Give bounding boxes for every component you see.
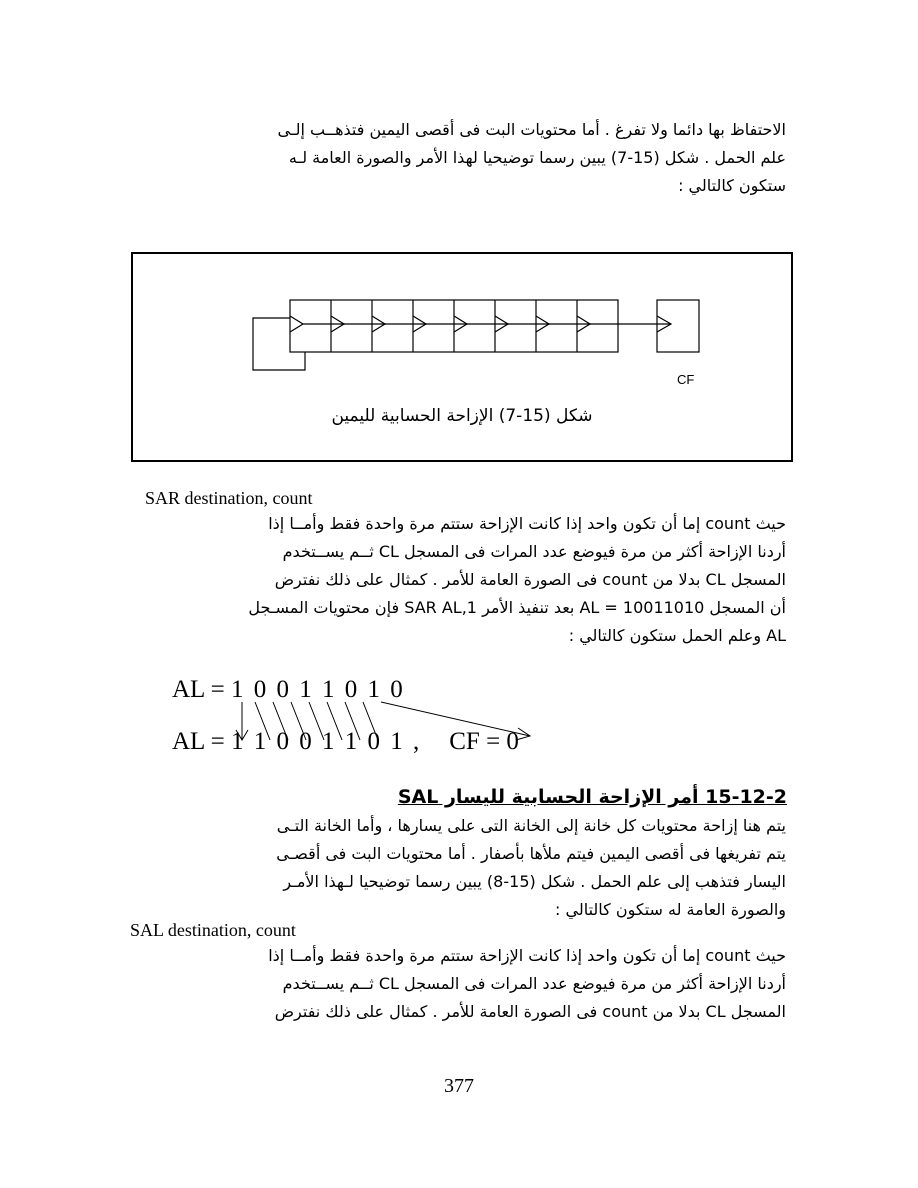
- bit: 1: [299, 676, 314, 703]
- sal-syntax: SAL destination, count: [130, 920, 296, 940]
- bit: 1: [367, 676, 382, 703]
- cf-result: CF = 0: [449, 728, 519, 755]
- text-line: علم الحمل . شكل (15-7) يبين رسما توضيحيا لهذا الأمر والصورة العامة لـه: [288, 148, 786, 167]
- text-line: أردنا الإزاحة أكثر من مرة فيوضع عدد المرات فى المسجل CL ثــم يســتخدم: [282, 542, 786, 561]
- bit: 0: [367, 728, 382, 755]
- text-line: أردنا الإزاحة أكثر من مرة فيوضع عدد المرات فى المسجل CL ثــم يســتخدم: [282, 974, 786, 993]
- text-line: اليسار فتذهب إلى علم الحمل . شكل (15-8) يبين رسما توضيحيا لـهذا الأمـر: [283, 872, 786, 891]
- sar-paragraph: [130, 510, 786, 650]
- bit: 0: [390, 676, 405, 703]
- section-heading: 15-12-2 أمر الإزاحة الحسابية لليسار SAL: [397, 786, 787, 808]
- al-after-label: AL =: [172, 728, 225, 755]
- text-line: والصورة العامة له ستكون كالتالي :: [555, 900, 786, 919]
- bit: 1: [253, 728, 269, 755]
- text-line: أن المسجل AL = 10011010 بعد تنفيذ الأمر SAR AL,1 فإن محتويات المسـجل: [248, 598, 786, 617]
- sal-paragraph: [130, 942, 786, 1026]
- intro-paragraph: [130, 116, 786, 200]
- al-after: AL = 1 1 0 0 1 1 0 1 , CF = 0: [172, 728, 519, 755]
- text-line: يتم تفريغها فى أقصى اليمين فيتم ملأها بأصفار . أما محتويات البت فى أقصـى: [276, 844, 786, 863]
- bit: 0: [253, 676, 269, 703]
- text-line: حيث count إما أن تكون واحد إذا كانت الإزاحة ستتم مرة واحدة فقط وأمــا إذا: [268, 514, 786, 533]
- bit: 0: [276, 676, 291, 703]
- text-line: الاحتفاظ بها دائما ولا تفرغ . أما محتويات البت فى أقصى اليمين فتذهــب إلـى: [277, 120, 786, 139]
- bit: 0: [344, 676, 360, 703]
- bit: 1: [322, 728, 337, 755]
- text-line: المسجل CL بدلا من count فى الصورة العامة للأمر . كمثال على ذلك نفترض: [274, 1002, 786, 1021]
- bit: 1: [390, 728, 405, 755]
- text-line: ستكون كالتالي :: [678, 176, 786, 195]
- bit: 1: [231, 676, 246, 703]
- text-line: المسجل CL بدلا من count فى الصورة العامة للأمر . كمثال على ذلك نفترض: [274, 570, 786, 589]
- text-line: حيث count إما أن تكون واحد إذا كانت الإزاحة ستتم مرة واحدة فقط وأمــا إذا: [268, 946, 786, 965]
- text-line: يتم هنا إزاحة محتويات كل خانة إلى الخانة التى على يسارها ، وأما الخانة التـى: [276, 816, 786, 835]
- sar-syntax: SAR destination, count: [145, 488, 313, 508]
- bit: 0: [299, 728, 314, 755]
- shift-register-diagram: [133, 254, 791, 460]
- al-before-label: AL =: [172, 676, 225, 703]
- cf-label: CF: [677, 372, 695, 387]
- bit: 1: [344, 728, 360, 755]
- shift-arrows-example: [230, 700, 650, 760]
- bit: 1: [231, 728, 246, 755]
- bit: 0: [276, 728, 291, 755]
- bit: 1: [322, 676, 337, 703]
- cf-box: [657, 300, 699, 352]
- figure-sar-diagram: [131, 252, 793, 462]
- page-number: 377: [444, 1075, 474, 1097]
- text-line: AL وعلم الحمل ستكون كالتالي :: [568, 626, 786, 645]
- sal-description: [130, 812, 786, 924]
- figure-caption: شكل (15-7) الإزاحة الحسابية لليمين: [331, 406, 593, 426]
- sign-feedback-loop: [253, 318, 305, 370]
